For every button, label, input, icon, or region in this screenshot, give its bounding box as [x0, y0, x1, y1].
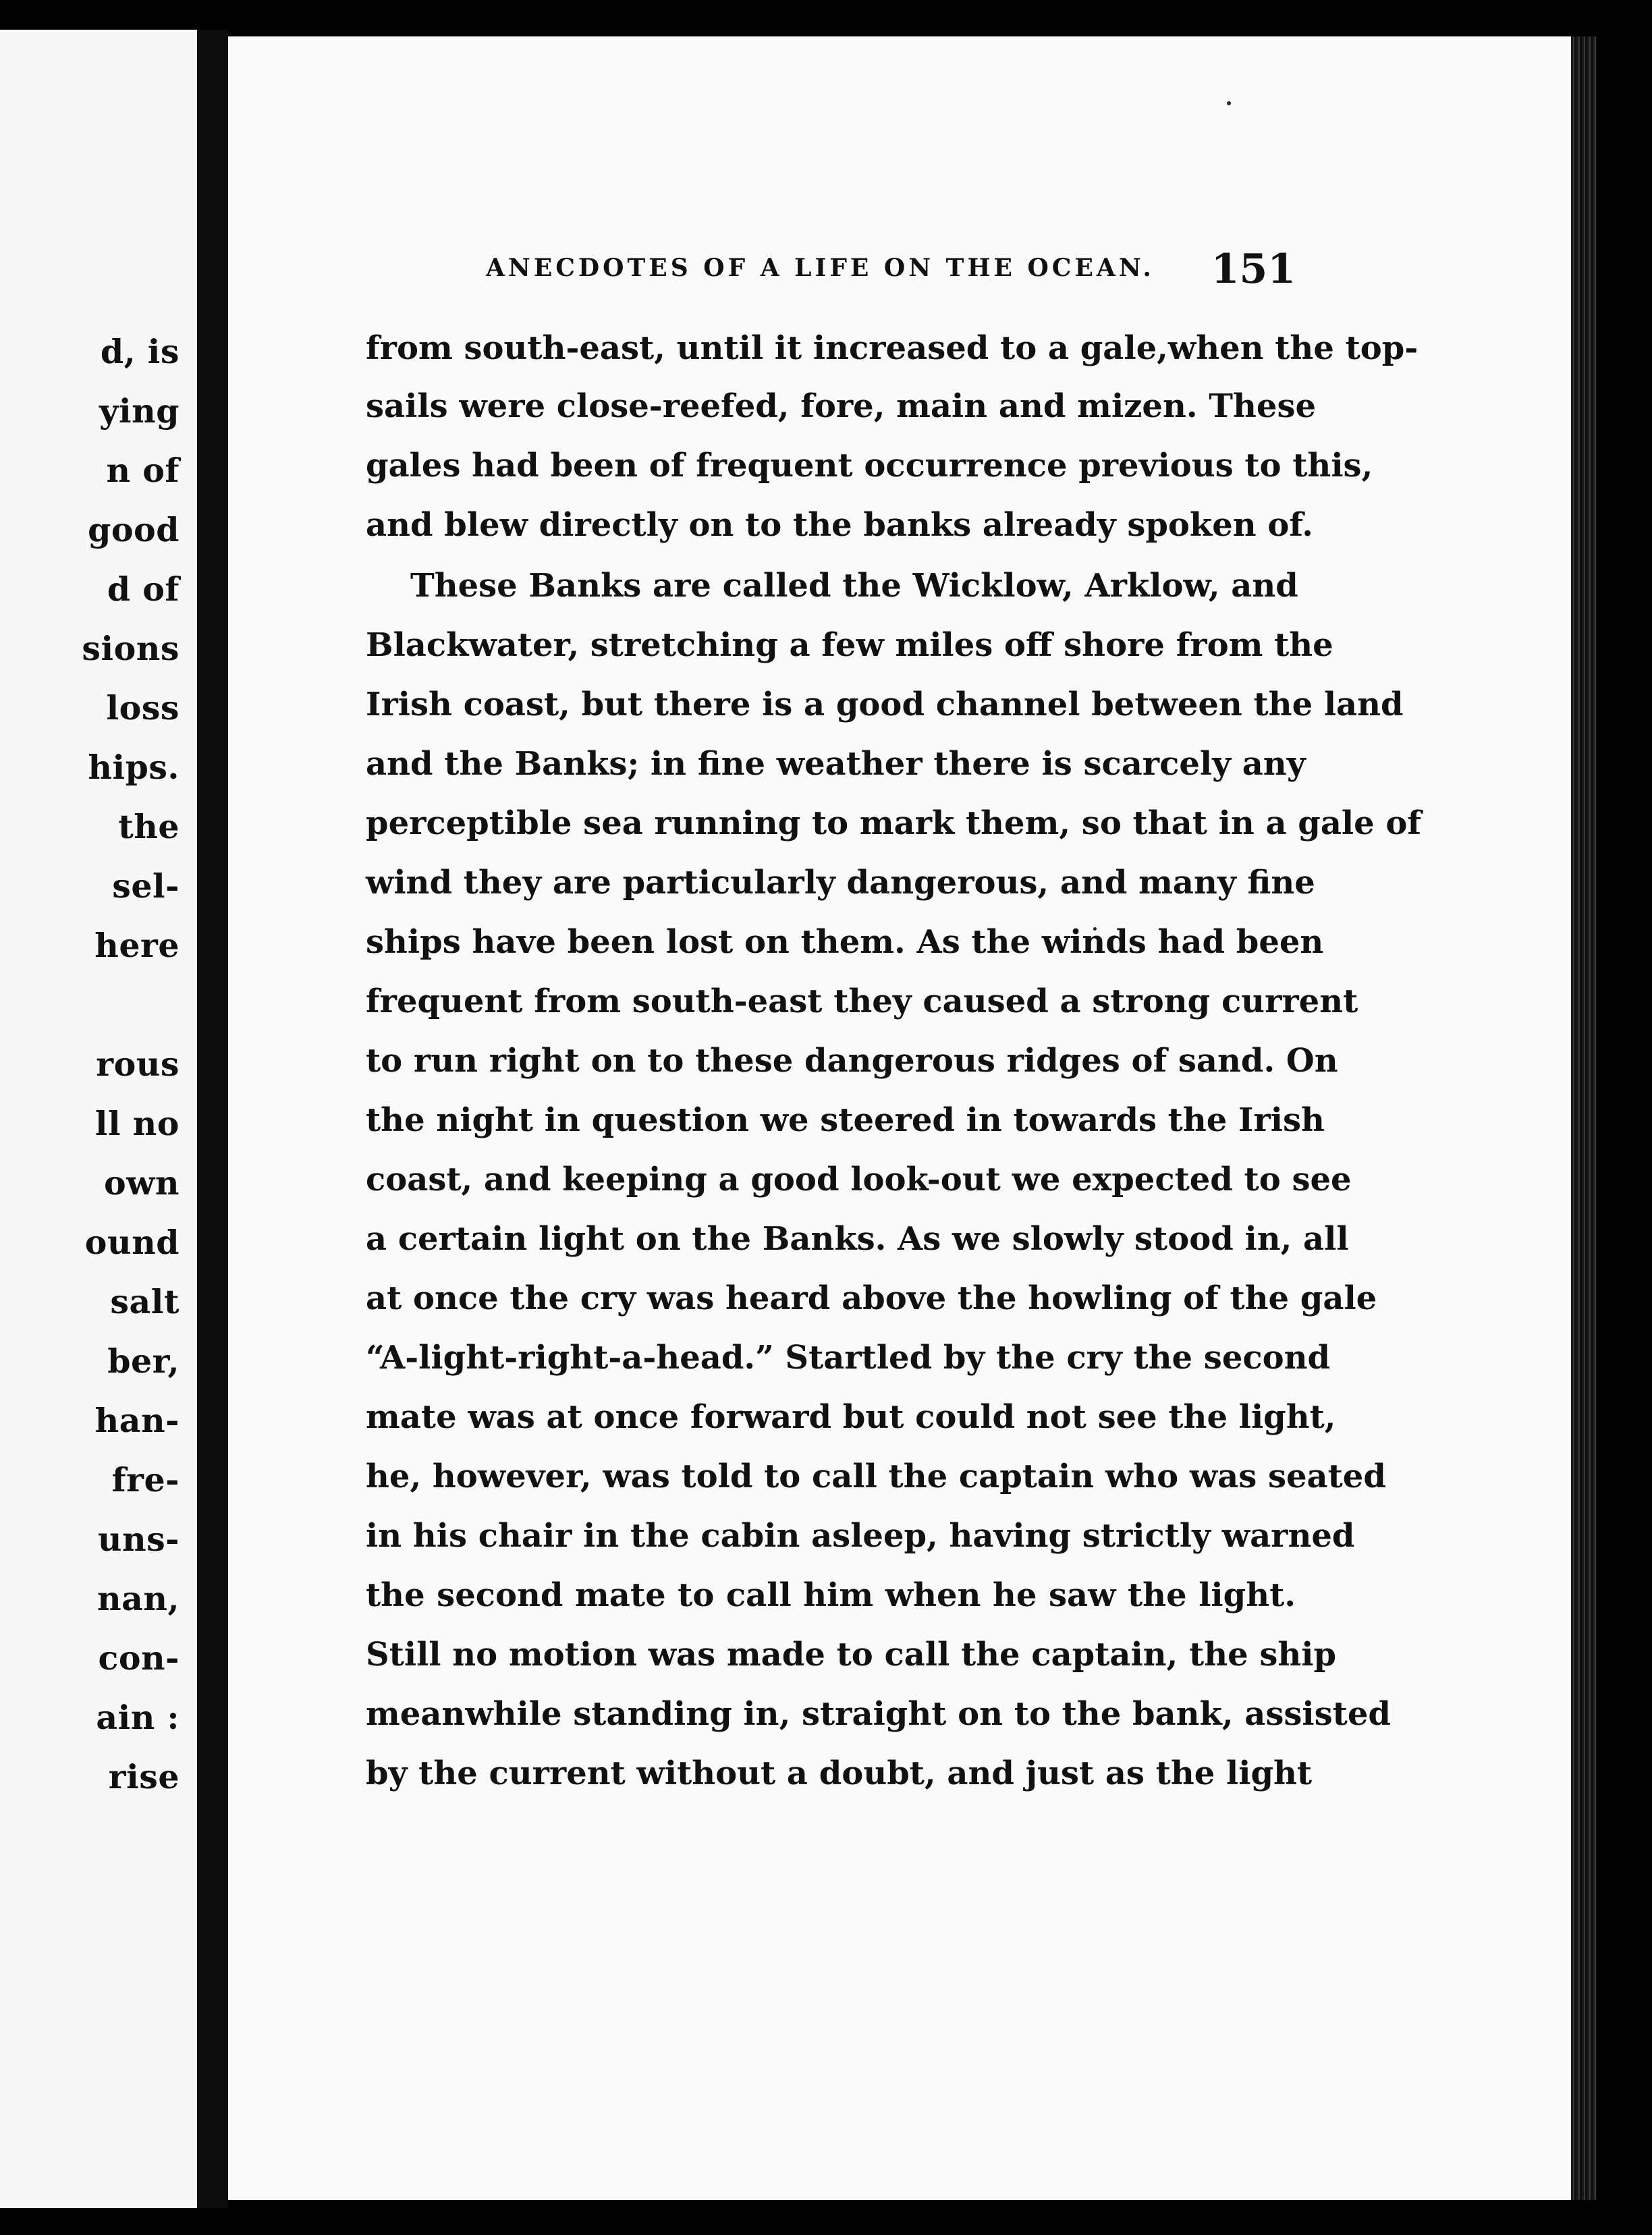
text-line: and the Banks; in fine weather there is scarcely any	[366, 745, 1306, 783]
text-line: by the current without a doubt, and just as the light	[366, 1755, 1313, 1792]
left-line: ber,	[107, 1342, 180, 1381]
page-number: 151	[1211, 246, 1296, 293]
left-line: ain :	[96, 1698, 180, 1737]
left-line: d of	[107, 570, 180, 609]
left-facing-page	[0, 30, 197, 2208]
text-line: gales had been of frequent occurrence previous to this,	[366, 447, 1373, 485]
left-line: here	[94, 926, 180, 965]
page-header	[486, 246, 1296, 297]
page-edge	[1571, 36, 1597, 2200]
text-line: in his chair in the cabin asleep, having strictly warned	[366, 1517, 1355, 1555]
text-line: “A-light-right-a-head.” Startled by the cry the second	[366, 1339, 1331, 1377]
text-line: These Banks are called the Wicklow, Arklow, and	[410, 567, 1298, 605]
left-line: sions	[82, 629, 180, 668]
left-line: own	[104, 1163, 180, 1203]
left-line: uns-	[97, 1520, 180, 1559]
left-line: ound	[84, 1223, 180, 1262]
text-line: perceptible sea running to mark them, so that in a gale of	[366, 804, 1422, 842]
text-line: from south-east, until it increased to a gale,when the top-	[366, 329, 1419, 367]
left-line: ying	[99, 391, 180, 431]
text-line: and blew directly on to the banks already spoken of.	[366, 506, 1313, 544]
text-line: the second mate to call him when he saw the light.	[366, 1576, 1296, 1614]
text-line: sails were close-reefed, fore, main and mizen. These	[366, 387, 1317, 425]
text-line: ships have been lost on them. As the winds had been	[366, 923, 1324, 961]
text-line: mate was at once forward but could not see the light,	[366, 1398, 1336, 1436]
text-line: he, however, was told to call the captain who was seated	[366, 1458, 1386, 1495]
text-line: frequent from south-east they caused a strong current	[366, 983, 1358, 1020]
text-line: Irish coast, but there is a good channel between the land	[366, 686, 1404, 723]
left-line: con-	[98, 1638, 180, 1678]
left-line: good	[88, 510, 180, 549]
paper-speck	[1227, 101, 1231, 105]
left-line: loss	[106, 688, 180, 727]
text-line: at once the cry was heard above the howling of the gale	[366, 1279, 1377, 1317]
left-line: hips.	[88, 748, 180, 787]
text-line: meanwhile standing in, straight on to the bank, assisted	[366, 1695, 1391, 1733]
left-line: n of	[106, 451, 180, 490]
left-line: rise	[108, 1757, 180, 1796]
left-line: the	[118, 807, 180, 846]
running-head: ANECDOTES OF A LIFE ON THE OCEAN.	[486, 254, 1155, 282]
text-line: wind they are particularly dangerous, and many fine	[366, 864, 1315, 902]
text-line: a certain light on the Banks. As we slowly stood in, all	[366, 1220, 1349, 1258]
book-gutter	[197, 30, 228, 2208]
left-line: ll no	[94, 1104, 180, 1143]
text-line: coast, and keeping a good look-out we expected to see	[366, 1161, 1352, 1198]
left-line: d, is	[100, 332, 180, 371]
left-line: fre-	[111, 1460, 180, 1499]
left-line: han-	[94, 1401, 180, 1440]
text-line: Still no motion was made to call the captain, the ship	[366, 1636, 1337, 1674]
left-line: nan,	[97, 1579, 180, 1618]
left-line: sel-	[112, 866, 180, 906]
left-line: salt	[110, 1282, 180, 1321]
text-line: to run right on to these dangerous ridges of sand. On	[366, 1042, 1338, 1080]
left-line: rous	[96, 1045, 180, 1084]
text-line: the night in question we steered in towards the Irish	[366, 1101, 1325, 1139]
text-line: Blackwater, stretching a few miles off shore from the	[366, 626, 1333, 664]
